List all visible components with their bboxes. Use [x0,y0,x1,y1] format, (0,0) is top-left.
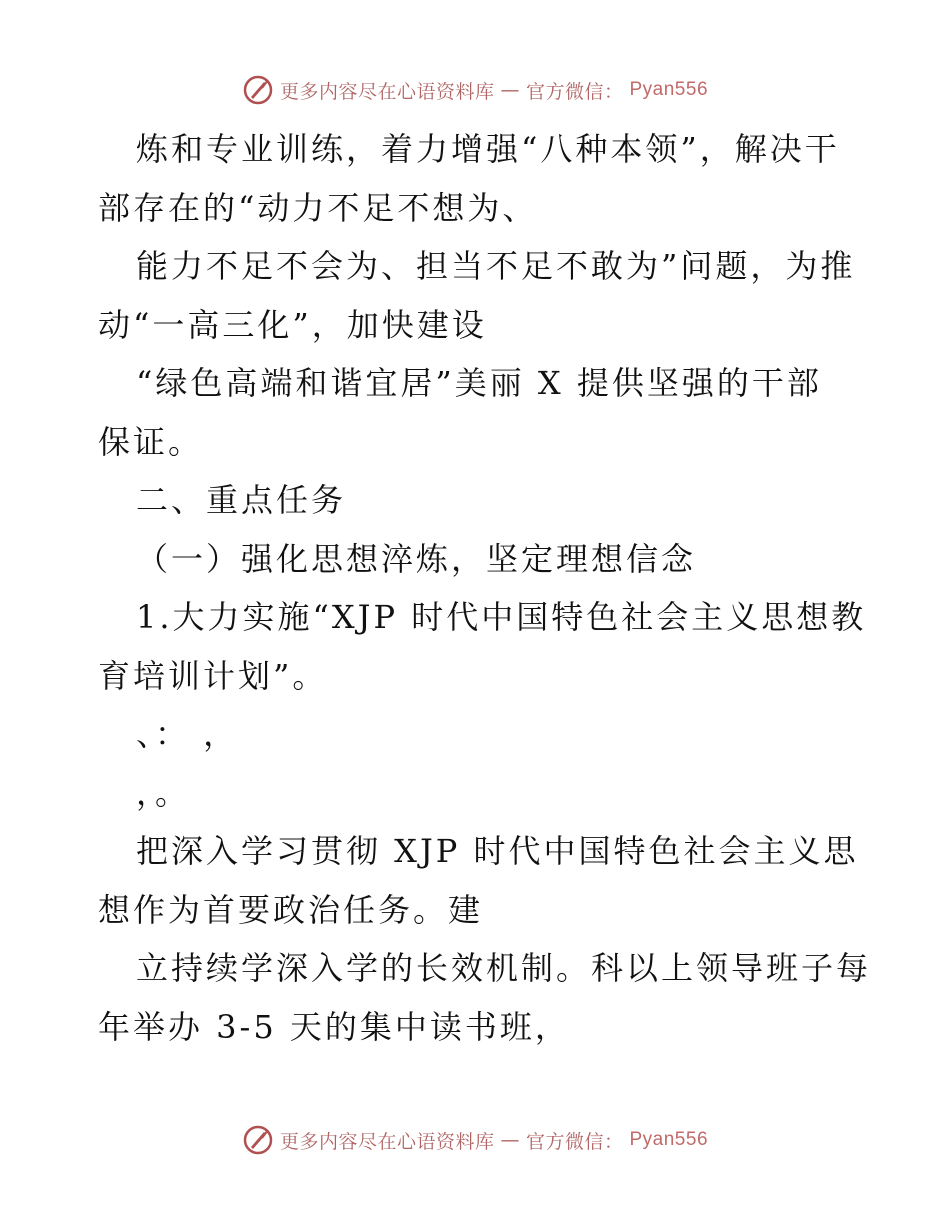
text-line: 育培训计划”。 [98,656,328,695]
quill-logo-icon [242,74,274,106]
watermark-footer [0,1124,950,1156]
watermark-separator: — [500,1129,520,1151]
subsection-heading: （一）强化思想淬炼，坚定理想信念 [136,539,697,578]
text-line: 动“一高三化”，加快建设 [98,305,487,344]
text-line: 年举办 3-5 天的集中读书班， [98,1007,570,1046]
watermark-text: 更多内容尽在心语资料库 [279,1130,495,1153]
text-line: 、： ， [136,715,239,753]
text-line: 炼和专业训练，着力增强“八种本领”，解决干 [136,130,840,168]
section-heading: 二、重点任务 [136,481,347,519]
text-line: ，。 [136,773,191,812]
watermark-text: 更多内容尽在心语资料库 [279,80,495,103]
quill-logo-icon [242,1124,274,1156]
watermark-label: 官方微信： [525,80,624,103]
document-body [98,120,872,1056]
text-line: 部存在的“动力不足不想为、 [98,188,538,227]
text-line: “绿色高端和谐宜居”美丽 X 提供坚强的干部 [136,364,822,402]
text-line: 1.大力实施“XJP 时代中国特色社会主义思想教 [136,598,867,636]
text-line: 立持续学深入学的长效机制。科以上领导班子每 [136,949,872,987]
text-line: 想作为首要政治任务。建 [98,890,484,929]
watermark-header [0,74,950,106]
text-line: 保证。 [98,422,204,461]
watermark-label: 官方微信： [525,1130,624,1153]
watermark-id: Pyan556 [629,79,709,100]
text-line: 能力不足不会为、担当不足不敢为”问题，为推 [136,247,856,285]
watermark-separator: — [500,79,520,101]
text-line: 把深入学习贯彻 XJP 时代中国特色社会主义思 [136,832,859,870]
watermark-id: Pyan556 [629,1129,709,1150]
